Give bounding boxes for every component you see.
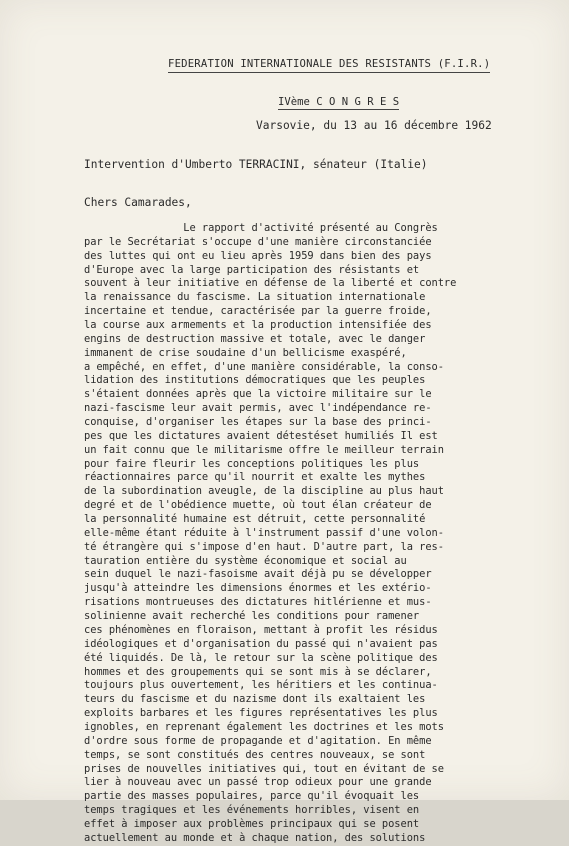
text-line: un fait connu que le militarisme offre le meilleur terrain <box>84 443 444 456</box>
text-line: risations montrueuses des dictatures hitlérienne et mus- <box>84 596 432 609</box>
text-line: exploits barbares et les figures représentatives les plus <box>84 707 438 720</box>
text-line: nazi-fascisme leur avait permis, avec l'indépendance re- <box>84 402 432 415</box>
text-line: été liquidés. De là, le retour sur la scène politique des <box>84 651 438 664</box>
text-line: incertaine et tendue, caractérisée par la guerre froide, <box>84 305 432 318</box>
text-line: lier à nouveau avec un passé trop odieux pour une grande <box>84 776 432 789</box>
text-line: tauration entière du système économique et social au <box>84 554 407 567</box>
text-line: s'étaient données après que la victoire militaire sur le <box>84 388 432 401</box>
text-line: pour faire fleurir les conceptions politiques les plus <box>84 457 420 470</box>
text-line: souvent à leur initiative en défense de la liberté et contre <box>84 277 457 290</box>
text-line: Le rapport d'activité présenté au Congrès <box>84 222 438 234</box>
text-line: engins de destruction massive et totale, avec le danger <box>84 332 426 345</box>
text-line: immanent de crise soudaine d'un bellicisme exaspéré, <box>84 346 407 359</box>
text-line: ces phénomènes en floraison, mettant à profit les résidus <box>84 623 438 636</box>
text-line: a empêché, en effet, d'une manière considérable, la conso- <box>84 360 444 373</box>
text-line: ignobles, en reprenant également les doctrines et les mots <box>84 720 444 733</box>
location-date: Varsovie, du 13 au 16 décembre 1962 <box>256 119 492 132</box>
text-line: degré et de l'obédience muette, où tout élan créateur de <box>84 499 432 512</box>
text-line: jusqu'à atteindre les dimensions énormes et les extério- <box>84 582 432 595</box>
text-line: d'ordre sous forme de propagande et d'agitation. En même <box>84 734 432 747</box>
text-line: conquise, d'organiser les étapes sur la base des princi- <box>84 416 432 429</box>
text-line: actuellement au monde et à chaque nation, des solutions <box>84 831 426 844</box>
intervention-heading: Intervention d'Umberto TERRACINI, sénateur (Italie) <box>84 158 428 171</box>
text-line: par le Secrétariat s'occupe d'une manière circonstanciée <box>84 235 432 248</box>
congress-title: IVème C O N G R E S <box>278 96 400 108</box>
text-line: la renaissance du fascisme. La situation internationale <box>84 291 426 304</box>
text-line: temps tragiques et les événements horribles, visent en <box>84 804 420 817</box>
text-line: idéologiques et d'organisation du passé qui n'avaient pas <box>84 637 438 650</box>
text-line: prises de nouvelles initiatives qui, tout en évitant de se <box>84 762 444 775</box>
text-line: solinienne avait recherché les conditions pour ramener <box>84 610 420 623</box>
text-line: pes que les dictatures avaient détestéset humiliés Il est <box>84 429 438 442</box>
text-line: de la subordination aveugle, de la discipline au plus haut <box>84 485 444 498</box>
text-line: la personnalité humaine est détruit, cette personnalité <box>84 513 426 526</box>
text-line: la course aux armements et la production intensifiée des <box>84 319 432 332</box>
organization-header: FEDERATION INTERNATIONALE DES RESISTANTS (F.I.R.) <box>168 58 490 73</box>
body-paragraph <box>84 222 456 846</box>
text-line: teurs du fascisme et du nazisme dont ils exaltaient les <box>84 693 426 706</box>
text-line: lidation des institutions démocratiques que les peuples <box>84 374 426 387</box>
text-line: d'Europe avec la large participation des résistants et <box>84 263 420 276</box>
text-line: té étrangère qui s'impose d'en haut. D'autre part, la res- <box>84 540 444 553</box>
text-line: effet à imposer aux problèmes principaux qui se posent <box>84 817 420 830</box>
text-line: réactionnaires parce qu'il nourrit et exalte les mythes <box>84 471 426 484</box>
text-line: temps, se sont constitués des centres nouveaux, se sont <box>84 748 426 761</box>
salutation: Chers Camarades, <box>84 196 192 209</box>
text-line: elle-même étant réduite à l'instrument passif d'une volon- <box>84 526 444 539</box>
text-line: hommes et des groupements qui se sont mis à se déclarer, <box>84 665 432 678</box>
text-line: sein duquel le nazi-fasoisme avait déjà pu se développer <box>84 568 432 581</box>
text-line: des luttes qui ont eu lieu après 1959 dans bien des pays <box>84 249 432 262</box>
text-line: partie des masses populaires, parce qu'il évoquait les <box>84 790 420 803</box>
text-line: toujours plus ouvertement, les héritiers et les continua- <box>84 679 438 692</box>
